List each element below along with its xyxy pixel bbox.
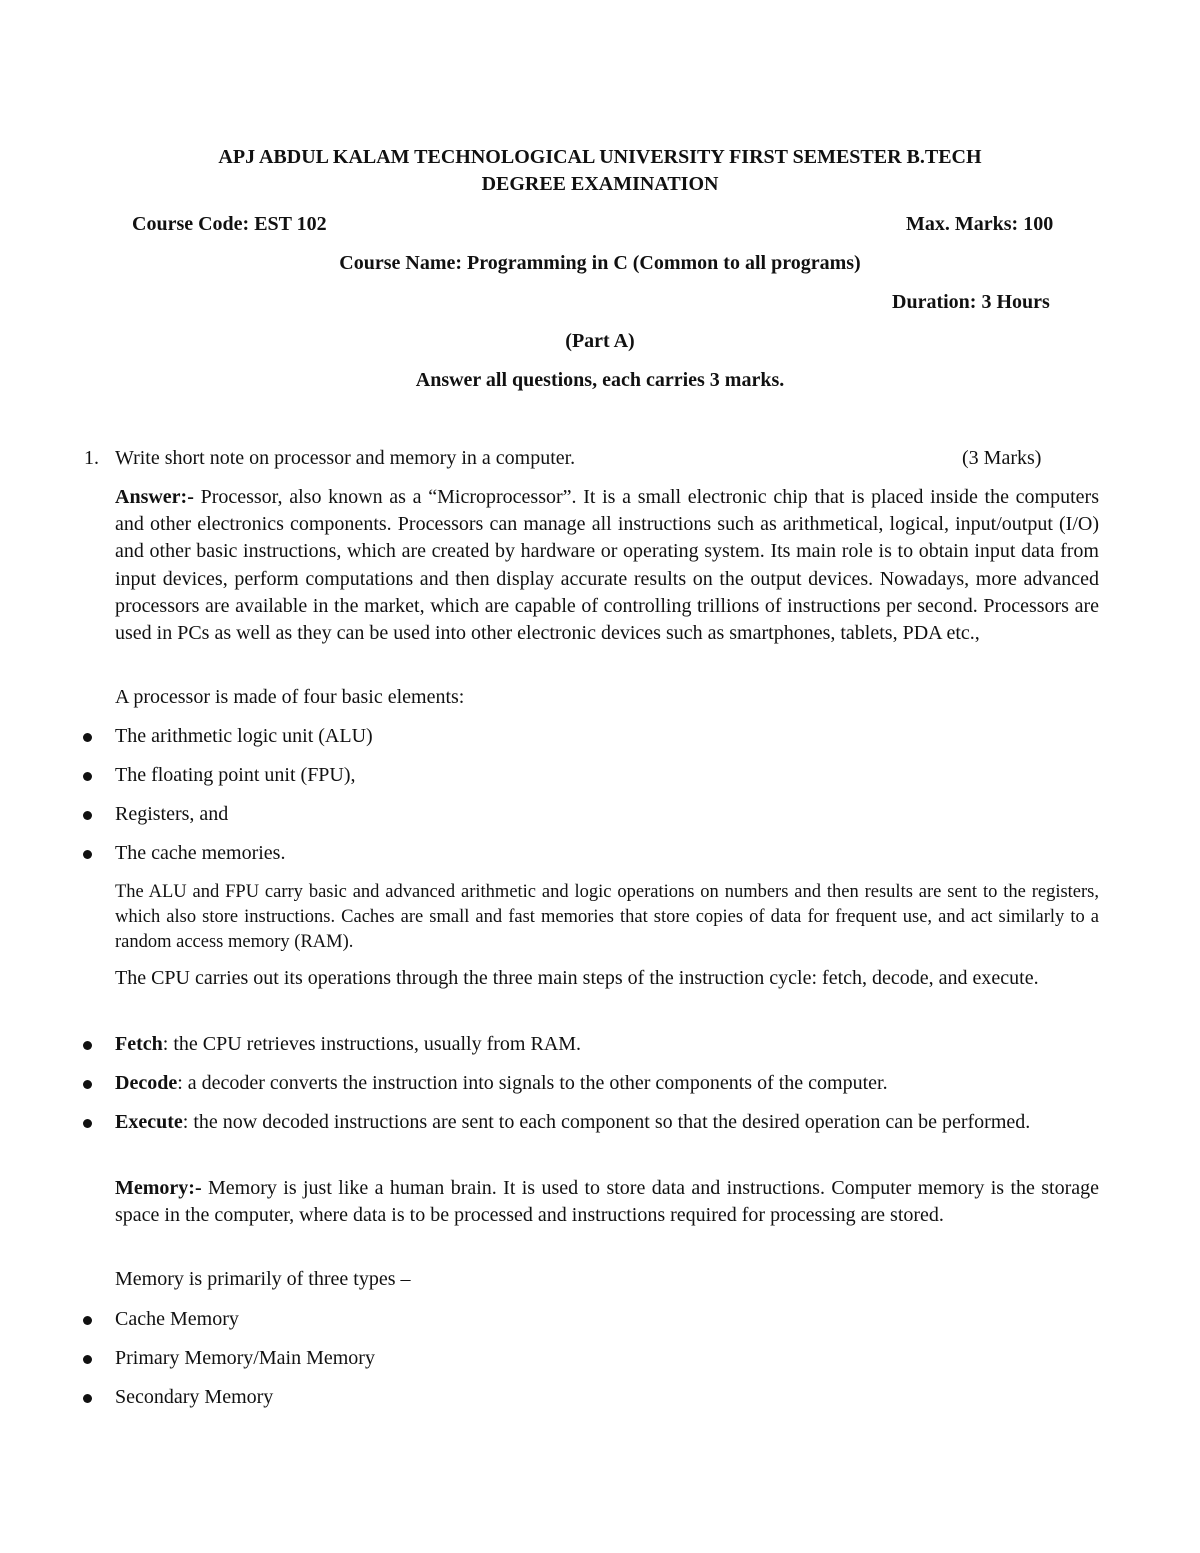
list-item: Secondary Memory xyxy=(115,1386,274,1408)
bullet-icon xyxy=(83,1316,92,1325)
bullet-icon xyxy=(83,811,92,820)
memory-text: Memory is just like a human brain. It is used to store data and instructions. Computer memory is the storage space in the computer, where data is to be processed and instructions required for processing are stored. xyxy=(115,1177,1100,1227)
list-item: Primary Memory/Main Memory xyxy=(115,1347,375,1369)
question-marks: (3 Marks) xyxy=(962,447,1042,469)
list-item: The floating point unit (FPU), xyxy=(115,764,356,786)
memory-paragraph xyxy=(115,1175,1099,1229)
question-number: 1. xyxy=(84,447,99,469)
alu-paragraph: The ALU and FPU carry basic and advanced arithmetic and logic operations on numbers and then results are sent to the registers, which also store instructions. Caches are small and fast memories that store copies of data for frequent use, and act similarly to a random access memory (RAM). xyxy=(115,882,1099,952)
list-item xyxy=(115,1109,1099,1136)
step-term: Execute xyxy=(115,1111,183,1133)
answer-label: Answer:- xyxy=(115,486,194,508)
bullet-icon xyxy=(83,772,92,781)
list-item: Cache Memory xyxy=(115,1308,239,1330)
bullet-icon xyxy=(83,1355,92,1364)
step-term: Fetch xyxy=(115,1033,163,1055)
step-desc: : the now decoded instructions are sent to each component so that the desired operation can be performed. xyxy=(182,1111,1031,1133)
course-code: Course Code: EST 102 xyxy=(132,213,327,235)
answer-text: Processor, also known as a “Microprocessor”. It is a small electronic chip that is placed inside the computers and other electronics components. Processors can manage all instructions such as arithmetical, logical, input/output (I/O) and other basic instructions, which are created by hardware or operating system. Its main role is to obtain input data from input devices, perform computations and then display accurate results on the output devices. Nowadays, more advanced processors are available in the market, which are capable of controlling trillions of instructions per second. Processors are used in PCs as well as they can be used into other electronic devices such as smartphones, tablets, PDA etc., xyxy=(115,486,1099,645)
bullet-icon xyxy=(83,733,92,742)
list-item: Registers, and xyxy=(115,803,229,825)
bullet-icon xyxy=(83,850,92,859)
list-item xyxy=(115,1070,1099,1097)
university-title-line2: DEGREE EXAMINATION xyxy=(481,173,719,195)
list-item xyxy=(115,1031,1099,1058)
list-item: The cache memories. xyxy=(115,842,286,864)
bullet-icon xyxy=(83,1080,92,1089)
step-desc: : a decoder converts the instruction into signals to the other components of the computer. xyxy=(177,1072,888,1094)
elements-intro: A processor is made of four basic elements: xyxy=(115,686,465,708)
bullet-icon xyxy=(83,1119,92,1128)
bullet-icon xyxy=(83,1041,92,1050)
university-title-line1: APJ ABDUL KALAM TECHNOLOGICAL UNIVERSITY FIRST SEMESTER B.TECH xyxy=(218,146,982,168)
max-marks: Max. Marks: 100 xyxy=(906,213,1054,235)
duration: Duration: 3 Hours xyxy=(892,291,1050,313)
cpu-paragraph: The CPU carries out its operations through the three main steps of the instruction cycle: fetch, decode, and execute. xyxy=(115,967,1039,989)
step-term: Decode xyxy=(115,1072,178,1094)
instruction: Answer all questions, each carries 3 marks. xyxy=(415,369,785,391)
bullet-icon xyxy=(83,1394,92,1403)
memory-label: Memory:- xyxy=(115,1177,202,1199)
course-name: Course Name: Programming in C (Common to all programs) xyxy=(339,252,861,274)
question-text: Write short note on processor and memory in a computer. xyxy=(115,447,576,469)
part-heading: (Part A) xyxy=(565,330,635,352)
memory-types-intro: Memory is primarily of three types – xyxy=(115,1268,411,1290)
list-item: The arithmetic logic unit (ALU) xyxy=(115,725,373,747)
answer-paragraph xyxy=(115,484,1099,647)
step-desc: : the CPU retrieves instructions, usually from RAM. xyxy=(162,1033,582,1055)
